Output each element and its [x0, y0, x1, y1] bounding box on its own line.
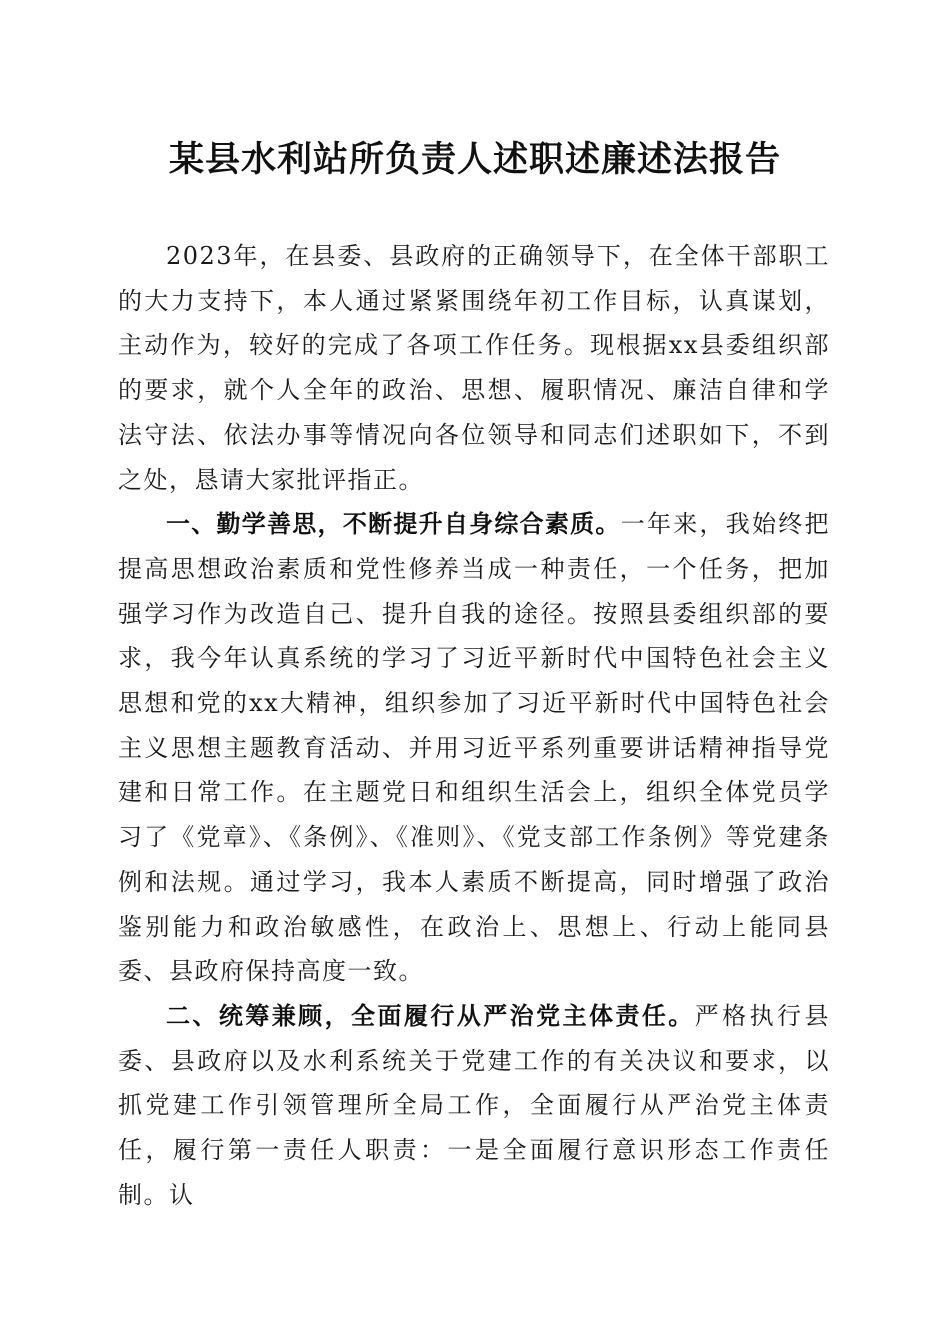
section-heading: 一、勤学善思，不断提升自身综合素质。 — [166, 510, 621, 539]
section-text: 一年来，我始终把提高思想政治素质和党性修养当成一种责任，一个任务，把加强学习作为改造自己、提升自我的途径。按照县委组织部的要求，我今年认真系统的学习了习近平新时代中国特色社会主义思想和党的xx大精神，组织参加了习近平新时代中国特色社会主义思想主题教育活动、并用习近平系列重要讲话精神指导党建和日常工作。在主题党日和组织生活会上，组织全体党员学习了《党章》、《条例》、《准则》、《党支部工作条例》等党建条例和法规。通过学习，我本人素质不断提高，同时增强了政治鉴别能力和政治敏感性，在政治上、思想上、行动上能同县委、县政府保持高度一致。 — [118, 510, 831, 986]
intro-paragraph: 2023年，在县委、县政府的正确领导下，在全体干部职工的大力支持下，本人通过紧紧围绕年初工作目标，认真谋划，主动作为，较好的完成了各项工作任务。现根据xx县委组织部的要求，就个人全年的政治、思想、履职情况、廉洁自律和学法守法、依法办事等情况向各位领导和同志们述职如下，不到之处，恳请大家批评指正。 — [118, 242, 830, 494]
document-title: 某县水利站所负责人述职述廉述法报告 — [168, 139, 781, 180]
section-text: 严格执行县委、县政府以及水利系统关于党建工作的有关决议和要求，以抓党建工作引领管理所全局工作，全面履行从严治党主体责任，履行第一责任人职责：一是全面履行意识形态工作责任制。认 — [118, 1001, 830, 1209]
section-heading: 二、统筹兼顾，全面履行从严治党主体责任。 — [166, 1001, 695, 1030]
document-body — [118, 234, 830, 1217]
section-paragraph — [118, 502, 830, 994]
section-paragraph — [118, 994, 830, 1218]
